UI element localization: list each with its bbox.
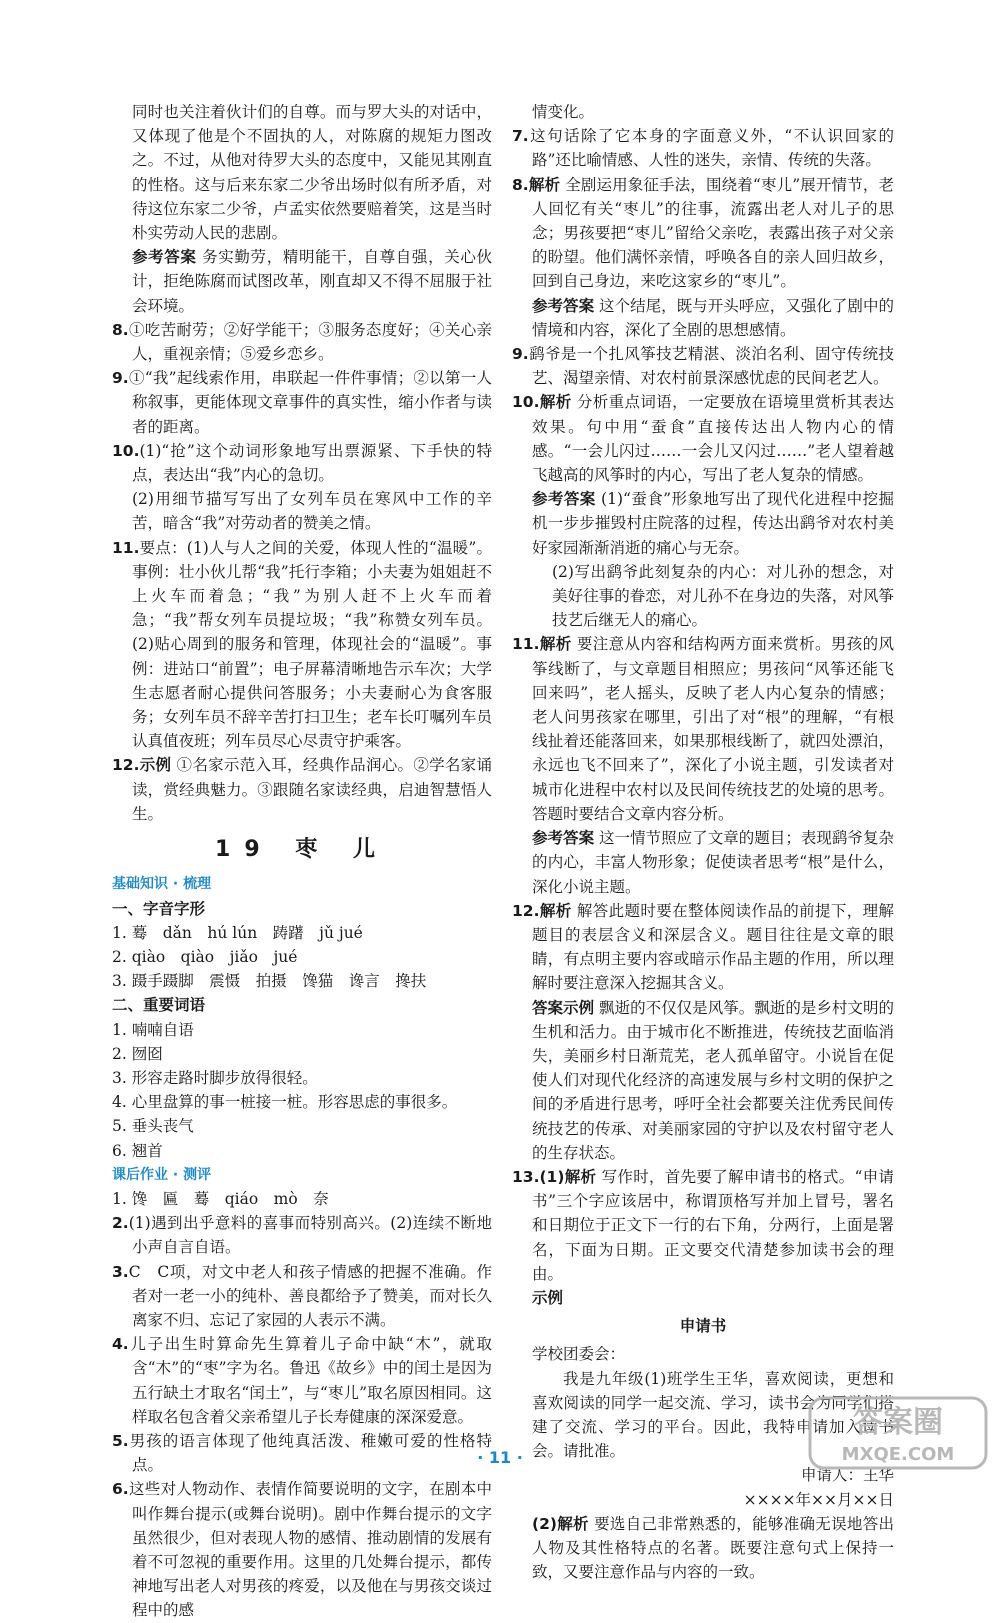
heading-vocabulary: 二、重要词语	[112, 996, 206, 1015]
item-1-2: 2. qiào qiào jiǎo jué	[112, 947, 298, 966]
answer-tag: 参考答案	[532, 490, 596, 509]
section-basic-knowledge: 基础知识 · 梳理	[112, 876, 212, 893]
continuation-text: 情变化。	[532, 103, 595, 121]
r-q8-number: 8.	[512, 175, 529, 194]
right-column	[512, 100, 894, 1584]
q9-number: 9.	[112, 369, 129, 388]
r-q10-number: 10.	[512, 393, 540, 412]
analysis-tag: 解析	[539, 901, 572, 920]
analysis-tag: (2)解析	[532, 1514, 589, 1533]
letter-recipient: 学校团委会：	[532, 1345, 626, 1364]
hw-4: 儿子出生时算命先生算着儿子命中缺“木”，就取含“木”的“枣”字为名。鲁迅《故乡》中的闰土是因为五行缺土才取名“闰土”，与“枣儿”取名原因相同。这样取名包含着父亲希望儿子长寿健康的深深爱意。	[128, 1335, 492, 1426]
letter-title: 申请书	[679, 1317, 727, 1336]
r-q10-analysis: 分析重点词语，一定要放在语境里赏析其表达效果。句中用“蚕食”直接传达出人物内心的情感。“一会儿闪过……一会儿又闪过……”老人望着越飞越高的风筝时的内心，写出了老人复杂的情感。	[532, 393, 894, 485]
r-q11-analysis: 要注意从内容和结构两方面来赏析。男孩的风筝线断了，与文章题目相照应；男孩问“风筝还能飞回来吗”，老人摇头，反映了老人内心复杂的情感；老人问男孩家在哪里，引出了对“根”的理解，“有根线扯着还能落回来，如果那根线断了，就四处漂泊，永远也飞不回来了”，深化了小说主题，引发读者对城市化进程中农村以及民间传统技艺的处境的思考。答题时要结合文章内容分析。	[532, 635, 894, 823]
r-q13b-analysis: 要选自己非常熟悉的，能够准确无误地答出人物及其性格特点的名著。既要注意句式上保持一致，又要注意作品与内容的一致。	[532, 1514, 894, 1582]
letter-date: ××××年××月××日	[743, 1490, 894, 1509]
r-q10-answer-1: (1)“蚕食”形象地写出了现代化进程中挖掘机一步步摧毁村庄院落的过程，传达出鹞爷对农村美好家园渐渐消逝的痛心与无奈。	[532, 490, 894, 557]
r-q12-analysis: 解答此题时要在整体阅读作品的前提下，理解题目的表层含义和深层含义。题目往往是文章的眼睛，有点明主要内容或暗示作品主题的作用，所以理解时要注意深入挖掘其含义。	[532, 901, 894, 993]
q10-answer-a: (1)“抢”这个动词形象地写出票源紧、下手快的特点，表达出“我”内心的急切。	[132, 441, 492, 485]
r-q8-analysis: 全剧运用象征手法，围绕着“枣儿”展开情节，老人回忆有关“枣儿”的往事，流露出老人对儿子的思念；男孩要把“枣儿”留给父亲吃，表露出孩子对父亲的盼望。他们满怀亲情，呼唤各自的亲人回归故乡，回到自己身边，来吃这家乡的“枣儿”。	[532, 175, 894, 291]
q10-answer-b: (2)用细节描写写出了女列车员在寒风中工作的辛苦，暗含“我”对劳动者的赞美之情。	[132, 490, 492, 533]
q12-number: 12.	[112, 756, 140, 775]
r-q13-analysis: 写作时，首先要了解申请书的格式。“申请书”三个字应该居中，称谓顶格写并加上冒号，署名和日期位于正文下一行的右下角，分两行，上面是署名，下面为日期。正文要交代清楚参加读书会的理由。	[532, 1167, 894, 1283]
q11-answer: 要点：(1)人与人之间的关爱，体现人性的“温暖”。事例：壮小伙儿帮“我”托行李箱；小夫妻为姐姐赶不上火车而着急；“我”为别人赶不上火车而着急；“我”帮女列车员提垃圾；“我”称赞女列车员。(2)贴心周到的服务和管理，体现社会的“温暖”。事例：进站口“前置”；电子屏幕清晰地告示车次；大学生志愿者耐心提供问答服务；小夫妻耐心为食客服务；女列车员不辞辛苦打扫卫生；老车长叮嘱列车员认真值夜班；列车员尽心尽责守护乘客。	[132, 538, 492, 751]
watermark-text: 答案圈 MXQE.COM	[841, 1405, 955, 1465]
hw-2: (1)遇到出乎意料的喜事而特别高兴。(2)连续不断地小声自言自语。	[128, 1214, 492, 1257]
hw4-number: 4.	[112, 1335, 129, 1354]
hw-5: 男孩的语言体现了他纯真活泼、稚嫩可爱的性格特点。	[128, 1431, 492, 1475]
item-2-4: 4. 心里盘算的事一桩接一桩。形容思虑的事很多。	[112, 1093, 458, 1112]
q10-number: 10.	[112, 441, 140, 460]
hw5-number: 5.	[112, 1431, 129, 1450]
answer-example-tag: 答案示例	[532, 998, 595, 1017]
example-tag: 示例	[139, 756, 172, 775]
page-number: · 11 ·	[477, 1448, 523, 1467]
item-2-5: 5. 垂头丧气	[112, 1117, 194, 1136]
q11-number: 11.	[112, 538, 140, 557]
hw-6: 这些对人物动作、表情作简要说明的文字，在剧本中叫作舞台提示(或舞台说明)。剧中作舞台提示的文字虽然很少，但对表现人物的感情、推动剧情的发展有着不可忽视的重要作用。这里的几处舞台提示，都传神地写出老人对男孩的疼爱，以及他在与男孩交谈过程中的感	[128, 1480, 492, 1620]
hw6-number: 6.	[112, 1480, 129, 1499]
analysis-tag: 解析	[539, 393, 572, 412]
item-2-6: 6. 翘首	[112, 1141, 163, 1160]
watermark-logo	[808, 1392, 988, 1474]
hw-1: 1. 馋 匾 蓦 qiáo mò 奈	[112, 1189, 329, 1208]
q8-answer: ①吃苦耐劳；②好学能干；③服务态度好；④关心亲人，重视亲情；⑤爱乡恋乡。	[128, 320, 492, 364]
analysis-tag: 解析	[539, 635, 572, 654]
analysis-tag: (1)解析	[539, 1167, 597, 1186]
item-2-2: 2. 囫囵	[112, 1044, 163, 1063]
analysis-tag: 解析	[528, 175, 561, 194]
q8-number: 8.	[112, 320, 129, 339]
r-q9-answer: 鹞爷是一个扎风筝技艺精湛、淡泊名利、固守传统技艺、渴望亲情、对农村前景深感忧虑的民间老艺人。	[528, 345, 894, 388]
q9-answer: ①“我”起线索作用，串联起一件件事情；②以第一人称叙事，更能体现文章事件的真实性，缩小作者与读者的距离。	[128, 369, 492, 436]
item-1-3: 3. 蹑手蹑脚 震慑 拍摄 馋猫 谗言 搀扶	[112, 972, 427, 991]
intro-answer: 务实勤劳，精明能干，自尊自强，关心伙计，拒绝陈腐而试图改革，刚直却又不得不屈服于社会环境。	[132, 248, 492, 315]
lesson-title: 19 枣 儿	[215, 837, 389, 863]
letter-body: 我是九年级(1)班学生王华，喜欢阅读，更想和喜欢阅读的同学一起交流、学习，读书会为同学们搭建了交流、学习的平台。因此，我特申请加入读书会。请批准。	[532, 1369, 894, 1461]
r-q10-answer-2: (2)写出鹞爷此刻复杂的内心：对儿孙的想念，对美好往事的眷恋，对儿孙不在身边的失落，对风筝技艺后继无人的痛心。	[552, 562, 894, 630]
left-column	[112, 100, 492, 1623]
letter-signature: 申请人：王华	[800, 1466, 894, 1485]
item-2-1: 1. 喃喃自语	[112, 1020, 194, 1039]
r-q11-number: 11.	[512, 635, 540, 654]
r-q13-number: 13.	[512, 1167, 540, 1186]
answer-tag: 参考答案	[532, 296, 595, 315]
section-homework: 课后作业 · 测评	[112, 1166, 212, 1183]
item-2-3: 3. 形容走路时脚步放得很轻。	[112, 1068, 318, 1087]
r-q7-answer: 这句话除了它本身的字面意义外，“不认识回家的路”还比喻情感、人性的迷失，亲情、传统的失落。	[528, 127, 894, 170]
intro-paragraph: 同时也关注着伙计们的自尊。而与罗大头的对话中，又体现了他是个不固执的人，对陈腐的规矩力图改之。不过，从他对待罗大头的态度中，又能见其刚直的性格。这与后来东家二少爷出场时似有所矛盾，对待这位东家二少爷，卢孟实依然要赔着笑，这是当时朴实劳动人民的悲剧。	[132, 103, 492, 243]
example-tag: 示例	[532, 1288, 564, 1307]
r-q8-answer: 这个结尾，既与开头呼应，又强化了剧中的情境和内容，深化了全剧的思想感情。	[532, 296, 894, 339]
answer-tag: 参考答案	[532, 829, 595, 848]
r-q11-answer: 这一情节照应了文章的题目；表现鹞爷复杂的内心，丰富人物形象；促使读者思考“根”是什么，深化小说主题。	[532, 829, 894, 896]
r-q7-number: 7.	[512, 127, 529, 146]
hw2-number: 2.	[112, 1214, 129, 1233]
r-q9-number: 9.	[512, 345, 529, 364]
heading-pronunciation: 一、字音字形	[112, 899, 206, 918]
hw-3: C C项，对文中老人和孩子情感的把握不准确。作者对一老一小的纯朴、善良都给予了赞美，而对长久离家不归、忘记了家园的人表示不满。	[128, 1262, 492, 1329]
q12-answer: ①名家示范入耳，经典作品润心。②学名家诵读，赏经典魅力。③跟随名家读经典，启迪智慧悟人生。	[132, 756, 492, 823]
item-1-1: 1. 蓦 dǎn hú lún 踌躇 jǔ jué	[112, 923, 363, 942]
r-q12-number: 12.	[512, 901, 540, 920]
hw3-number: 3.	[112, 1262, 129, 1281]
r-q12-answer: 飘逝的不仅仅是风筝。飘逝的是乡村文明的生机和活力。由于城市化不断推进，传统技艺面临消失，美丽乡村日渐荒芜，老人孤单留守。小说旨在促使人们对现代化经济的高速发展与乡村文明的保护之间的矛盾进行思考，呼吁全社会都要关注优秀民间传统技艺的传承、对美丽家园的守护以及农村留守老人的生存状态。	[532, 998, 894, 1162]
answer-tag: 参考答案	[132, 248, 197, 267]
